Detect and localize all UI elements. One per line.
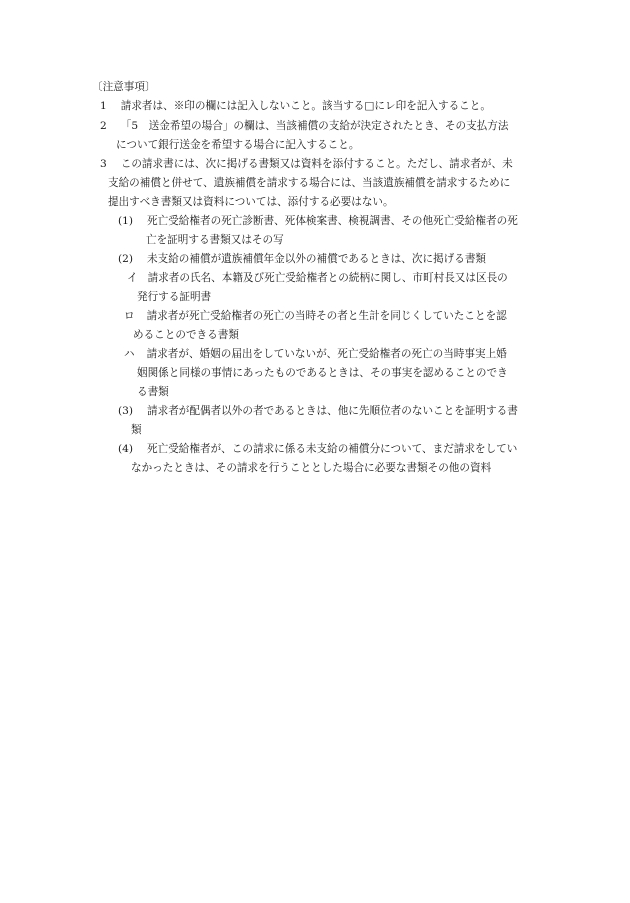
item-2-text-2: について銀行送金を希望する場合に記入すること。 [116, 139, 360, 151]
sub-2-i-text-2: 発行する証明書 [137, 291, 212, 303]
sub-2-ha-text-2: 姻関係と同様の事情にあったものであるときは、その事実を認めることのでき [137, 367, 508, 379]
item-1-text: 請求者は、※印の欄には記入しないこと。該当する□にレ印を記入すること。 [120, 100, 491, 112]
item-3-number: 3 [100, 158, 107, 170]
item-3-text-3: 提出すべき書類又は資料については、添付する必要はない。 [108, 196, 394, 208]
item-2-number: 2 [100, 120, 107, 132]
sub-2-i-text-1: 請求者の氏名、本籍及び死亡受給権者との続柄に関し、市町村長又は区長の [147, 272, 508, 284]
sub-3-text-1: 請求者が配偶者以外の者であるときは、他に先順位者のないことを証明する書 [147, 405, 518, 417]
sub-2-ha-mark: ハ [124, 348, 135, 360]
sub-2-ha-text-3: る書類 [137, 386, 169, 398]
item-3-text-1: この請求書には、次に掲げる書類又は資料を添付すること。ただし、請求者が、未 [120, 158, 513, 170]
sub-3-line-1 [118, 404, 518, 418]
sub-3-number: (3) [118, 405, 134, 417]
sub-1-text-1: 死亡受給権者の死亡診断書、死体検案書、検視調書、その他死亡受給権者の死 [147, 215, 518, 227]
sub-4-number: (4) [118, 443, 134, 455]
sub-1-text-2: 亡を証明する書類又はその写 [146, 234, 284, 246]
item-2-line-1 [100, 119, 508, 133]
sub-2-i-line-1 [127, 271, 508, 285]
sub-2-i-mark: イ [127, 272, 138, 284]
sub-2-ro-text-1: 請求者が死亡受給権者の死亡の当時その者と生計を同じくしていたことを認 [146, 310, 507, 322]
sub-3-text-2: 類 [131, 424, 142, 436]
sub-1-line-1 [118, 214, 518, 228]
sub-2-ro-mark: ロ [124, 310, 135, 322]
sub-1-number: (1) [118, 215, 134, 227]
sub-2-number: (2) [118, 253, 134, 265]
item-1-number: 1 [100, 100, 107, 112]
item-3-line-1 [100, 157, 513, 171]
sub-4-line-1 [118, 442, 517, 456]
sub-2-ro-line-1 [124, 309, 507, 323]
notes-heading: 〔注意事項〕 [92, 81, 156, 93]
sub-2-ha-text-1: 請求者が、婚姻の届出をしていないが、死亡受給権者の死亡の当時事実上婚 [146, 348, 507, 360]
sub-4-text-1: 死亡受給権者が、この請求に係る未支給の補償分について、まだ請求をしてい [147, 443, 518, 455]
sub-2-text-1: 未支給の補償が遺族補償年金以外の補償であるときは、次に掲げる書類 [147, 253, 487, 265]
sub-2-line-1 [118, 252, 486, 266]
item-1 [100, 99, 491, 113]
sub-4-text-2: なかったときは、その請求を行うこととした場合に必要な書類その他の資料 [131, 462, 492, 474]
item-2-text-1: 「5 送金希望の場合」の欄は、当該補償の支給が決定されたとき、その支払方法 [120, 120, 509, 132]
item-3-text-2: 支給の補償と併せて、遺族補償を請求する場合には、当該遺族補償を請求するために [108, 177, 511, 189]
sub-2-ha-line-1 [124, 347, 507, 361]
sub-2-ro-text-2: めることのできる書類 [133, 329, 239, 341]
